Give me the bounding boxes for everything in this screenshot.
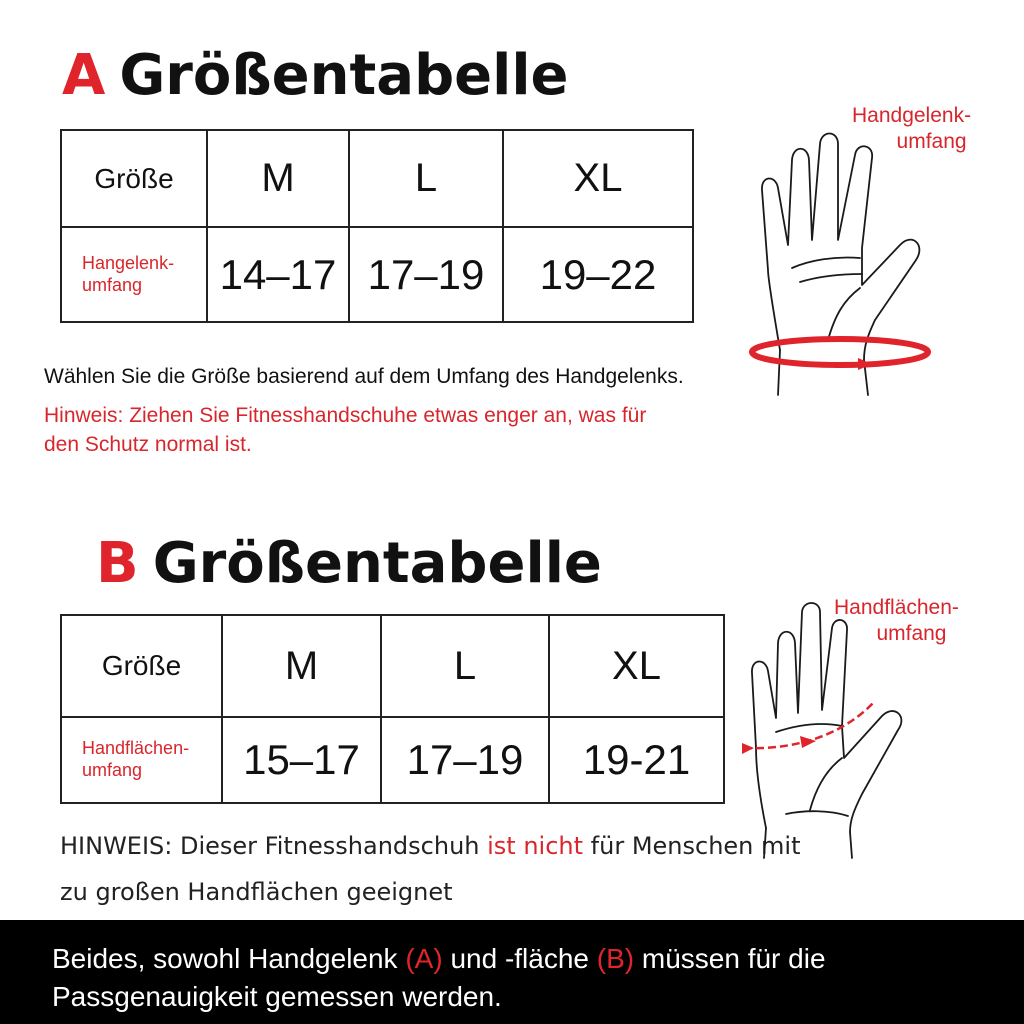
diagram-label-line: umfang	[896, 130, 967, 153]
table-b-row-label-line: umfang	[82, 760, 143, 780]
table-a-row-label-line: Hangelenk-	[82, 252, 175, 273]
note-b-line2: zu großen Handflächen geeignet	[60, 878, 453, 906]
table-a-header-row	[61, 130, 693, 227]
footer-line1	[52, 940, 1024, 978]
table-a-header-cell: L	[349, 130, 503, 227]
hint-a-line: Hinweis: Ziehen Sie Fitnesshandschuhe etwas enger an, was für	[44, 404, 647, 427]
table-b-header-row	[61, 615, 724, 717]
table-b-value-cell: 15–17	[222, 717, 381, 803]
hand-wrist-measure-icon	[740, 120, 960, 400]
table-a-header-cell: Größe	[61, 130, 207, 227]
note-b-prefix: HINWEIS: Dieser Fitnesshandschuh	[60, 832, 488, 860]
table-a-header-cell: XL	[503, 130, 693, 227]
note-b-highlight: ist nicht	[487, 832, 584, 860]
table-b-row-label	[61, 717, 222, 803]
footer-line2: Passgenauigkeit gemessen werden.	[52, 981, 502, 1012]
title-a-letter: A	[62, 43, 106, 108]
hand-palm-measure-icon	[730, 598, 920, 860]
title-a	[62, 43, 569, 108]
table-b-header-cell: XL	[549, 615, 724, 717]
title-b-letter: B	[96, 531, 139, 596]
note-b	[60, 832, 800, 860]
table-b-header-cell: Größe	[61, 615, 222, 717]
note-b-suffix: für Menschen mit	[583, 832, 801, 860]
table-b-header-cell: L	[381, 615, 549, 717]
table-a-row-label-line: umfang	[82, 274, 143, 295]
table-b-header-cell: M	[222, 615, 381, 717]
title-a-text: Größentabelle	[119, 43, 569, 108]
table-b-value-cell: 17–19	[381, 717, 549, 803]
table-a-value-row	[61, 227, 693, 322]
table-a-value-cell: 14–17	[207, 227, 349, 322]
footer-text: Beides, sowohl Handgelenk	[52, 943, 406, 974]
table-a-header-cell: M	[207, 130, 349, 227]
note-a: Wählen Sie die Größe basierend auf dem Umfang des Handgelenks.	[44, 365, 684, 388]
footer-b: (B)	[596, 943, 635, 974]
footer-a: (A)	[405, 943, 443, 974]
table-a-row-label	[61, 227, 207, 322]
hint-a-line: den Schutz normal ist.	[44, 433, 252, 456]
table-b-row-label-line: Handflächen-	[82, 738, 190, 759]
diagram-label-line: Handflächen-	[834, 596, 959, 619]
diagram-label-line: Handgelenk-	[852, 104, 972, 127]
table-b-value-row	[61, 717, 724, 803]
title-b	[96, 531, 602, 596]
diagram-label-line: umfang	[876, 622, 947, 645]
title-b-text: Größentabelle	[152, 531, 602, 596]
footer-text: und -fläche	[442, 943, 597, 974]
footer-text: müssen für die	[634, 943, 826, 974]
size-table-a	[60, 129, 694, 323]
table-a-value-cell: 19–22	[503, 227, 693, 322]
footer-banner	[0, 920, 1024, 1024]
table-a-value-cell: 17–19	[349, 227, 503, 322]
hint-a	[44, 401, 646, 459]
size-table-b	[60, 614, 725, 804]
table-b-value-cell: 19-21	[549, 717, 724, 803]
